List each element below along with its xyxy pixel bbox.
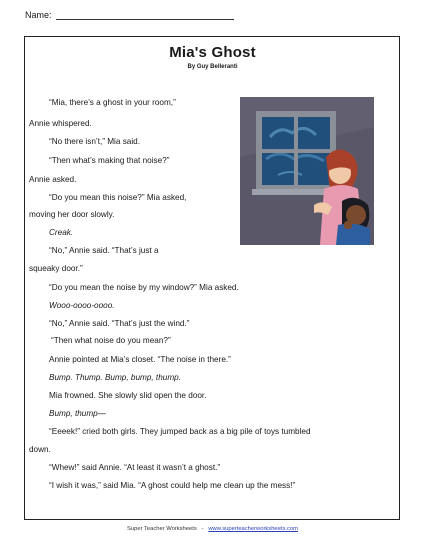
story-line: “I wish it was,” said Mia. “A ghost could help me clean up the mess!”: [49, 481, 296, 490]
story-line: “No,” Annie said. “That’s just a: [49, 246, 159, 255]
story-line: “No,” Annie said. “That’s just the wind.”: [49, 319, 190, 328]
story-line: Bump, thump—: [49, 409, 106, 418]
story-line: down.: [29, 445, 51, 454]
name-line[interactable]: [56, 10, 234, 20]
footer-website-link[interactable]: www.superteacherworksheets.com: [208, 526, 298, 532]
story-title: Mia's Ghost: [169, 44, 256, 61]
story-line: “Whew!” said Annie. “At least it wasn’t a ghost.”: [49, 463, 221, 472]
night-window: [252, 111, 340, 195]
story-line: Wooo-oooo-oooo.: [49, 301, 115, 310]
story-line: “Mia, there’s a ghost in your room,”: [49, 98, 176, 107]
story-line: “No there isn’t,” Mia said.: [49, 137, 141, 146]
story-line: Annie pointed at Mia’s closet. “The noise in there.”: [49, 355, 231, 364]
name-field-row: [25, 10, 234, 20]
footer-site-name: Super Teacher Worksheets: [127, 526, 197, 532]
story-line: moving her door slowly.: [29, 210, 115, 219]
story-line: “Then what’s making that noise?”: [49, 156, 170, 165]
name-label: Name:: [25, 10, 52, 20]
story-line: Annie whispered.: [29, 119, 92, 128]
story-illustration: [240, 97, 374, 245]
story-byline: By Guy Belleranti: [187, 64, 238, 70]
page-footer: [0, 526, 425, 532]
story-line: “Eeeek!” cried both girls. They jumped back as a big pile of toys tumbled: [49, 427, 311, 436]
footer-separator: -: [201, 526, 204, 532]
story-line: “Do you mean this noise?” Mia asked,: [49, 193, 187, 202]
story-line: “Then what noise do you mean?”: [51, 336, 171, 345]
story-line: Annie asked.: [29, 175, 77, 184]
story-line: Creak.: [49, 228, 74, 237]
story-line: “Do you mean the noise by my window?” Mia asked.: [49, 283, 239, 292]
story-line: squeaky door.”: [29, 264, 83, 273]
story-line: Bump. Thump. Bump, bump, thump.: [49, 373, 181, 382]
story-line: Mia frowned. She slowly slid open the door.: [49, 391, 207, 400]
